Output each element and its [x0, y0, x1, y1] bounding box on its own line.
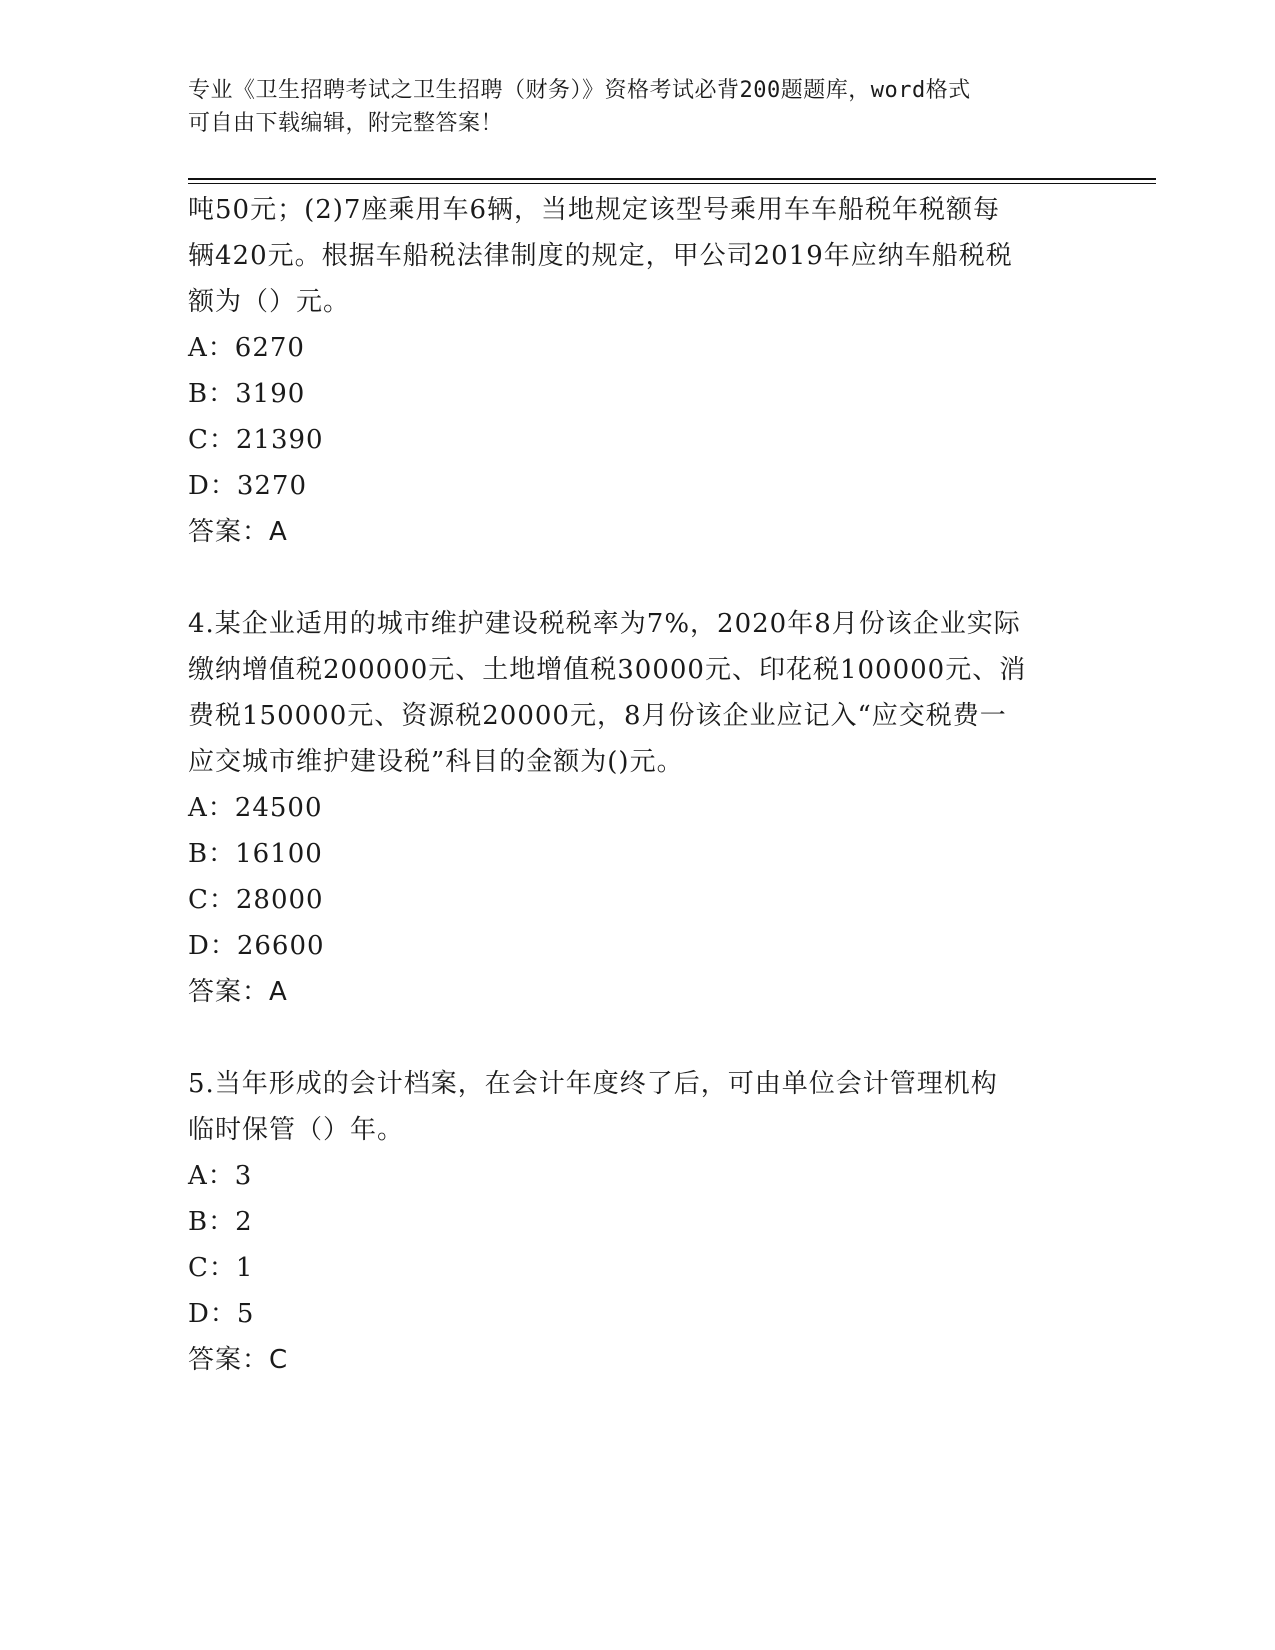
- question-text-line: 4.某企业适用的城市维护建设税税率为7%，2020年8月份该企业实际: [188, 609, 1021, 639]
- option-a: A：24500: [188, 793, 323, 823]
- option-b: B：16100: [188, 839, 323, 869]
- option-a: A：3: [188, 1161, 253, 1191]
- answer-label: 答案：A: [188, 517, 288, 547]
- question-text-line: 应交城市维护建设税”科目的金额为()元。: [188, 747, 684, 777]
- option-a: A：6270: [188, 333, 305, 363]
- option-b: B：3190: [188, 379, 306, 409]
- header-rule-thin: [188, 183, 1156, 184]
- question-text-line: 临时保管（）年。: [188, 1115, 405, 1145]
- header-line-2: 可自由下载编辑，附完整答案！: [188, 111, 504, 136]
- header-rule-thick: [188, 178, 1156, 180]
- question-text-line: 缴纳增值税200000元、土地增值税30000元、印花税100000元、消: [188, 655, 1027, 685]
- option-d: D：26600: [188, 931, 325, 961]
- option-c: C：28000: [188, 885, 324, 915]
- question-5: [188, 1061, 1088, 1383]
- option-c: C：1: [188, 1253, 254, 1283]
- option-c: C：21390: [188, 425, 324, 455]
- option-b: B：2: [188, 1207, 253, 1237]
- option-d: D：5: [188, 1299, 255, 1329]
- answer-label: 答案：A: [188, 977, 288, 1007]
- question-text-line: 费税150000元、资源税20000元，8月份该企业应记入“应交税费一: [188, 701, 1007, 731]
- question-text-line: 5.当年形成的会计档案，在会计年度终了后，可由单位会计管理机构: [188, 1069, 998, 1099]
- answer-label: 答案：C: [188, 1345, 289, 1375]
- question-text-line: 额为（）元。: [188, 287, 351, 317]
- question-text-line: 吨50元；(2)7座乘用车6辆，当地规定该型号乘用车车船税年税额每: [188, 195, 1000, 225]
- header-line-1: 专业《卫生招聘考试之卫生招聘（财务）》资格考试必背200题题库，word格式: [188, 78, 971, 103]
- question-4: [188, 601, 1088, 1015]
- question-gap: [188, 555, 1088, 601]
- option-d: D：3270: [188, 471, 308, 501]
- question-gap: [188, 1015, 1088, 1061]
- question-continued: [188, 187, 1088, 555]
- document-body: [188, 187, 1088, 1383]
- question-text-line: 辆420元。根据车船税法律制度的规定，甲公司2019年应纳车船税税: [188, 241, 1013, 271]
- document-header: [188, 74, 1068, 140]
